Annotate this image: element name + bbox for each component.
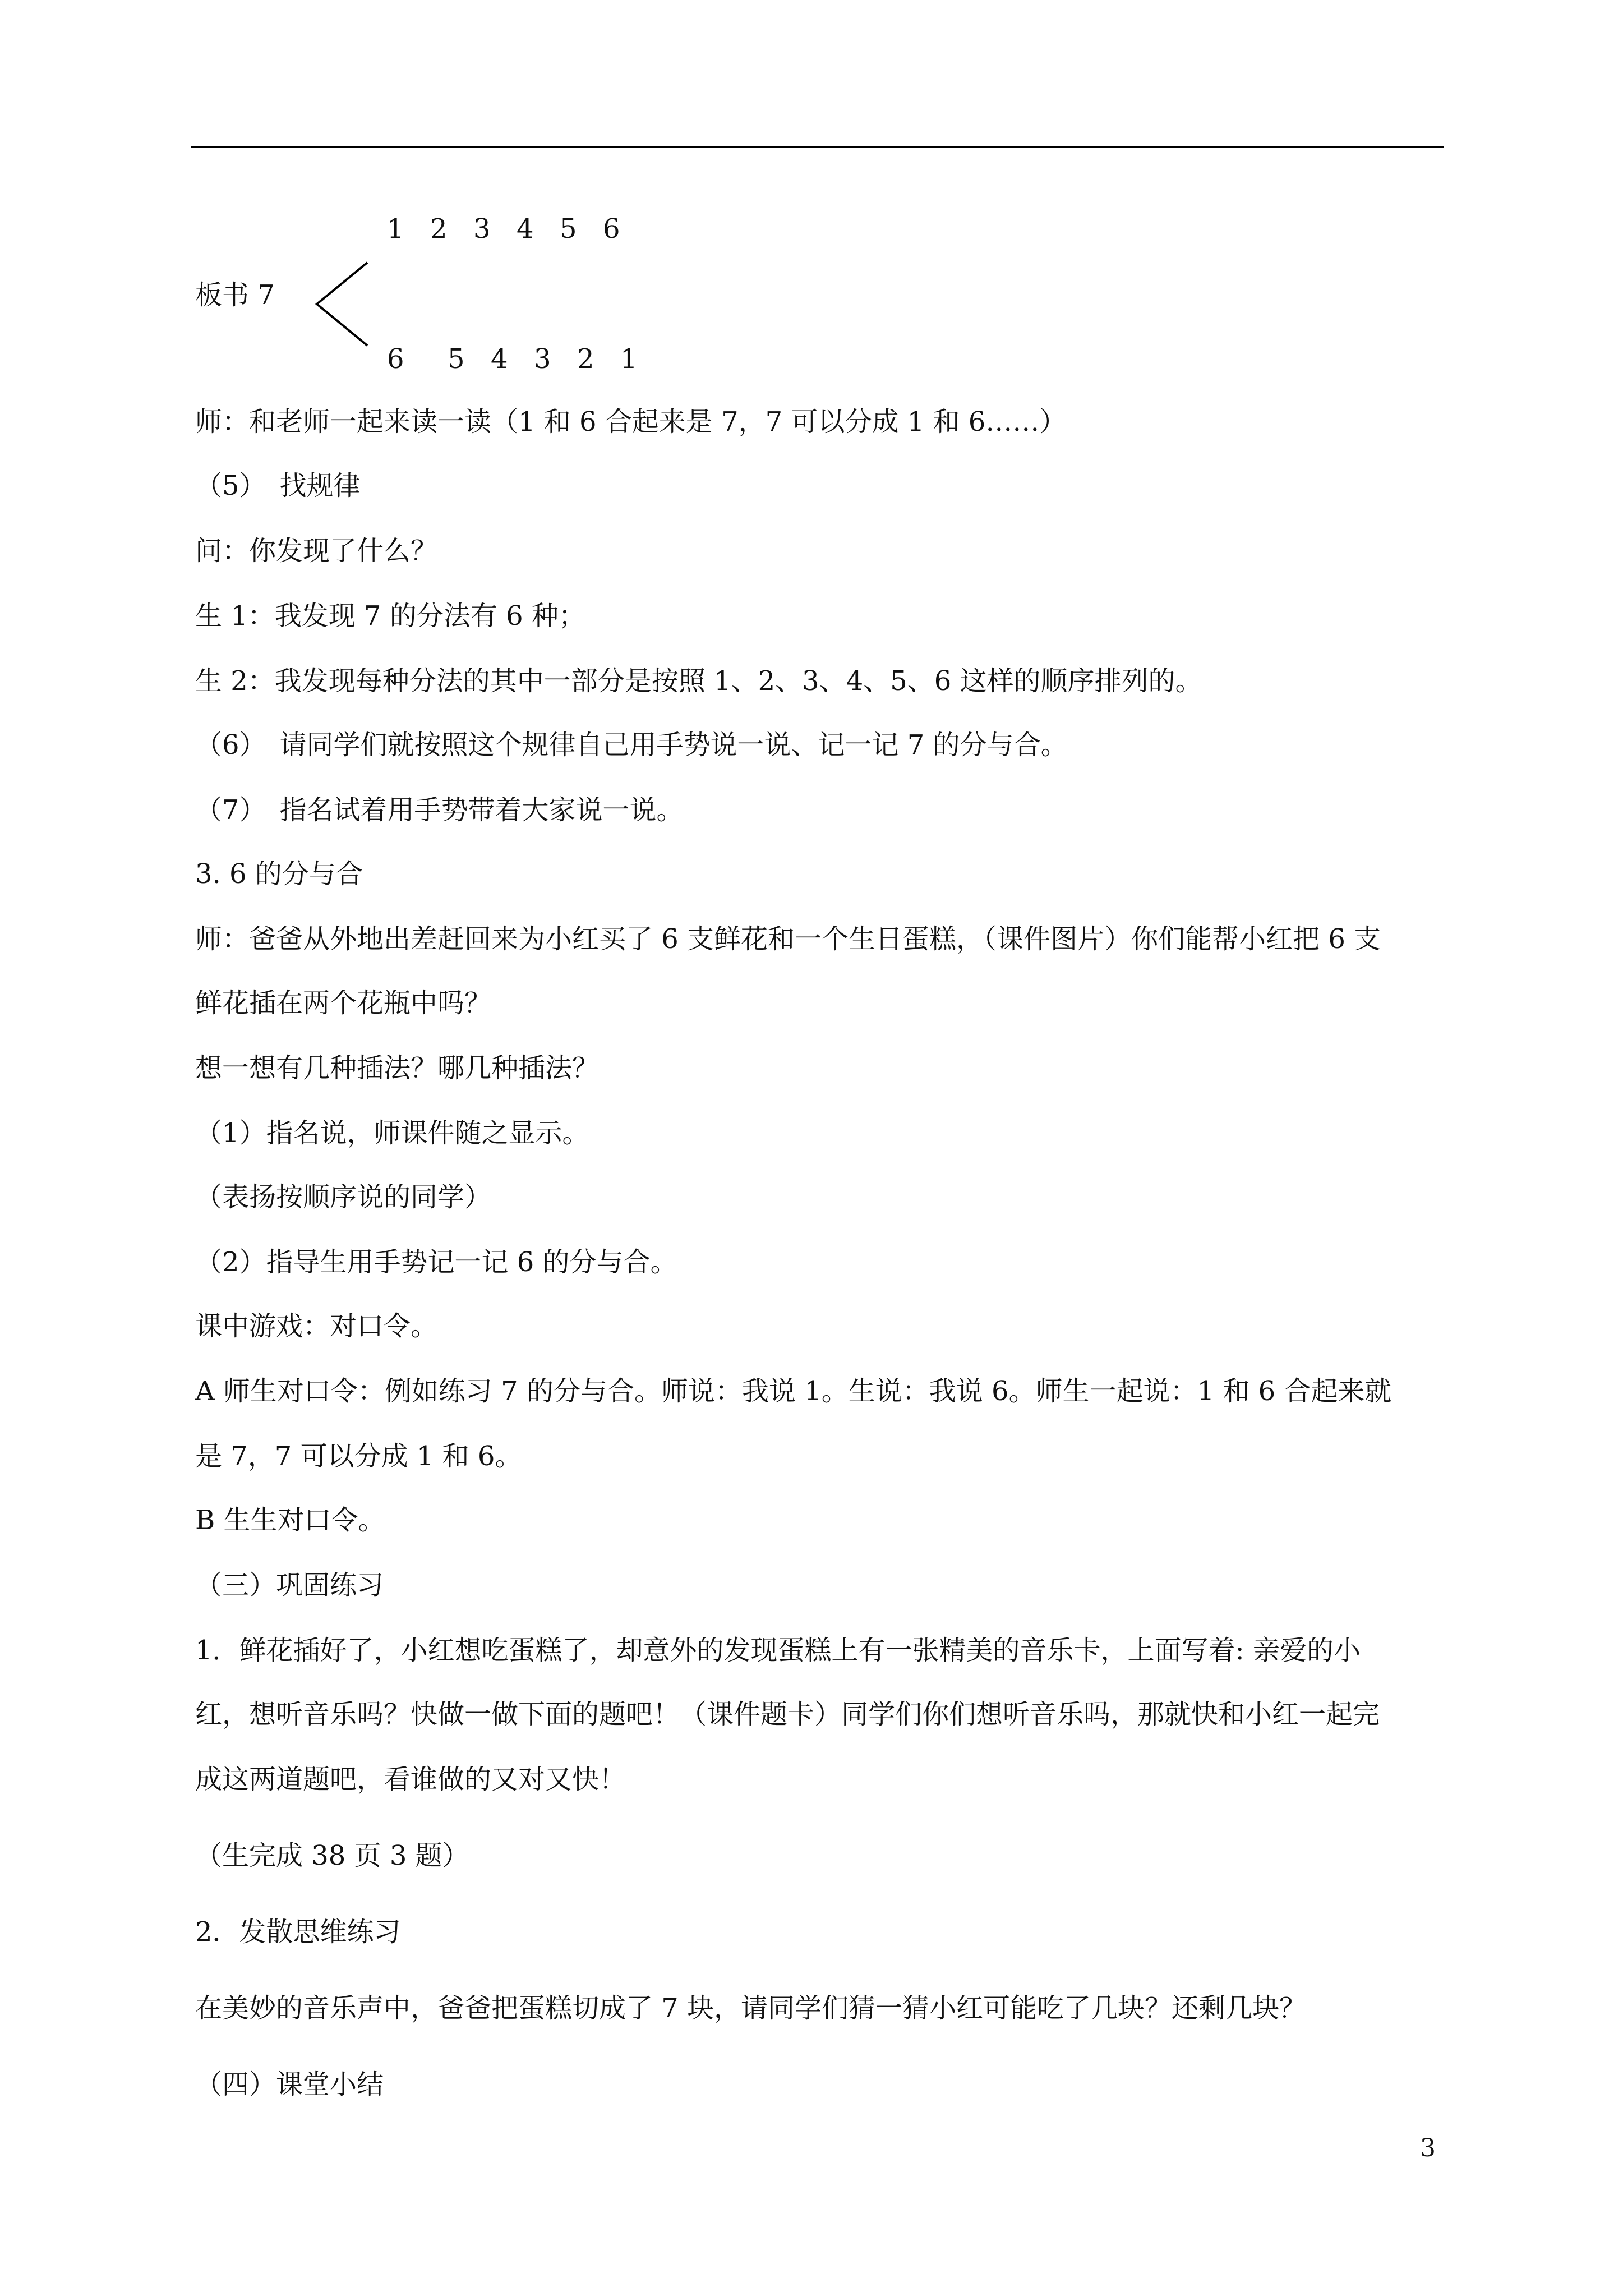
section-heading: （四）课堂小结 <box>195 2069 384 2100</box>
header-rule <box>191 146 1444 148</box>
board-top-number: 1 <box>387 213 404 245</box>
board-bracket <box>311 259 373 349</box>
text-line: （6） 请同学们就按照这个规律自己用手势说一说、记一记 7 的分与合。 <box>195 729 1068 761</box>
section-heading: 3. 6 的分与合 <box>195 858 363 890</box>
text-line: 课中游戏：对口令。 <box>195 1310 438 1342</box>
text-line: 1．鲜花插好了，小红想吃蛋糕了，却意外的发现蛋糕上有一张精美的音乐卡，上面写着: 亲爱的小 <box>195 1635 1361 1666</box>
text-line: （2）指导生用手势记一记 6 的分与合。 <box>195 1246 677 1278</box>
board-label: 板书 7 <box>195 279 275 311</box>
text-line: B 生生对口令。 <box>195 1504 385 1536</box>
text-line: 生 2：我发现每种分法的其中一部分是按照 1、2、3、4、5、6 这样的顺序排列的。 <box>195 665 1202 697</box>
board-bottom-number: 4 <box>491 343 508 375</box>
text-line: 红，想听音乐吗？快做一做下面的题吧！（课件题卡）同学们你们想听音乐吗，那就快和小红一起完 <box>195 1699 1380 1730</box>
board-top-number: 4 <box>517 213 534 245</box>
text-line: 生 1：我发现 7 的分法有 6 种； <box>195 600 585 632</box>
board-top-number: 2 <box>430 213 448 245</box>
text-line: A 师生对口令：例如练习 7 的分与合。师说：我说 1。生说：我说 6。师生一起说：1 和 6 合起来就 <box>195 1375 1392 1407</box>
text-line: （1）指名说，师课件随之显示。 <box>195 1117 589 1149</box>
text-line: 成这两道题吧，看谁做的又对又快！ <box>195 1764 626 1795</box>
text-line: （5） 找规律 <box>195 470 361 501</box>
board-bottom-number: 6 <box>387 343 404 375</box>
board-bottom-number: 2 <box>577 343 594 375</box>
board-bottom-number: 5 <box>448 343 465 375</box>
board-bottom-sequence <box>387 342 663 376</box>
board-top-number: 3 <box>473 213 491 245</box>
page-number: 3 <box>1420 2134 1436 2162</box>
text-line: 想一想有几种插法？哪几种插法？ <box>195 1052 600 1084</box>
text-line: （表扬按顺序说的同学） <box>195 1181 492 1213</box>
text-line: 鲜花插在两个花瓶中吗？ <box>195 987 492 1019</box>
text-line: （生完成 38 页 3 题） <box>195 1840 469 1871</box>
text-line: 师：和老师一起来读一读（1 和 6 合起来是 7，7 可以分成 1 和 6……） <box>195 406 1067 438</box>
text-line: 师：爸爸从外地出差赶回来为小红买了 6 支鲜花和一个生日蛋糕，（课件图片）你们能帮小红把 6 支 <box>195 923 1381 955</box>
text-line: （7） 指名试着用手势带着大家说一说。 <box>195 794 684 826</box>
board-bottom-number: 1 <box>620 343 638 375</box>
board-top-sequence <box>387 212 646 246</box>
text-line: 是 7，7 可以分成 1 和 6。 <box>195 1441 522 1472</box>
text-line: 在美妙的音乐声中，爸爸把蛋糕切成了 7 块，请同学们猜一猜小红可能吃了几块？还剩几块？ <box>195 1993 1307 2024</box>
section-heading: （三）巩固练习 <box>195 1570 384 1601</box>
board-top-number: 5 <box>560 213 577 245</box>
section-heading: 2．发散思维练习 <box>195 1916 401 1948</box>
board-top-number: 6 <box>603 213 620 245</box>
board-bottom-number: 3 <box>534 343 551 375</box>
text-line: 问：你发现了什么？ <box>195 535 438 567</box>
